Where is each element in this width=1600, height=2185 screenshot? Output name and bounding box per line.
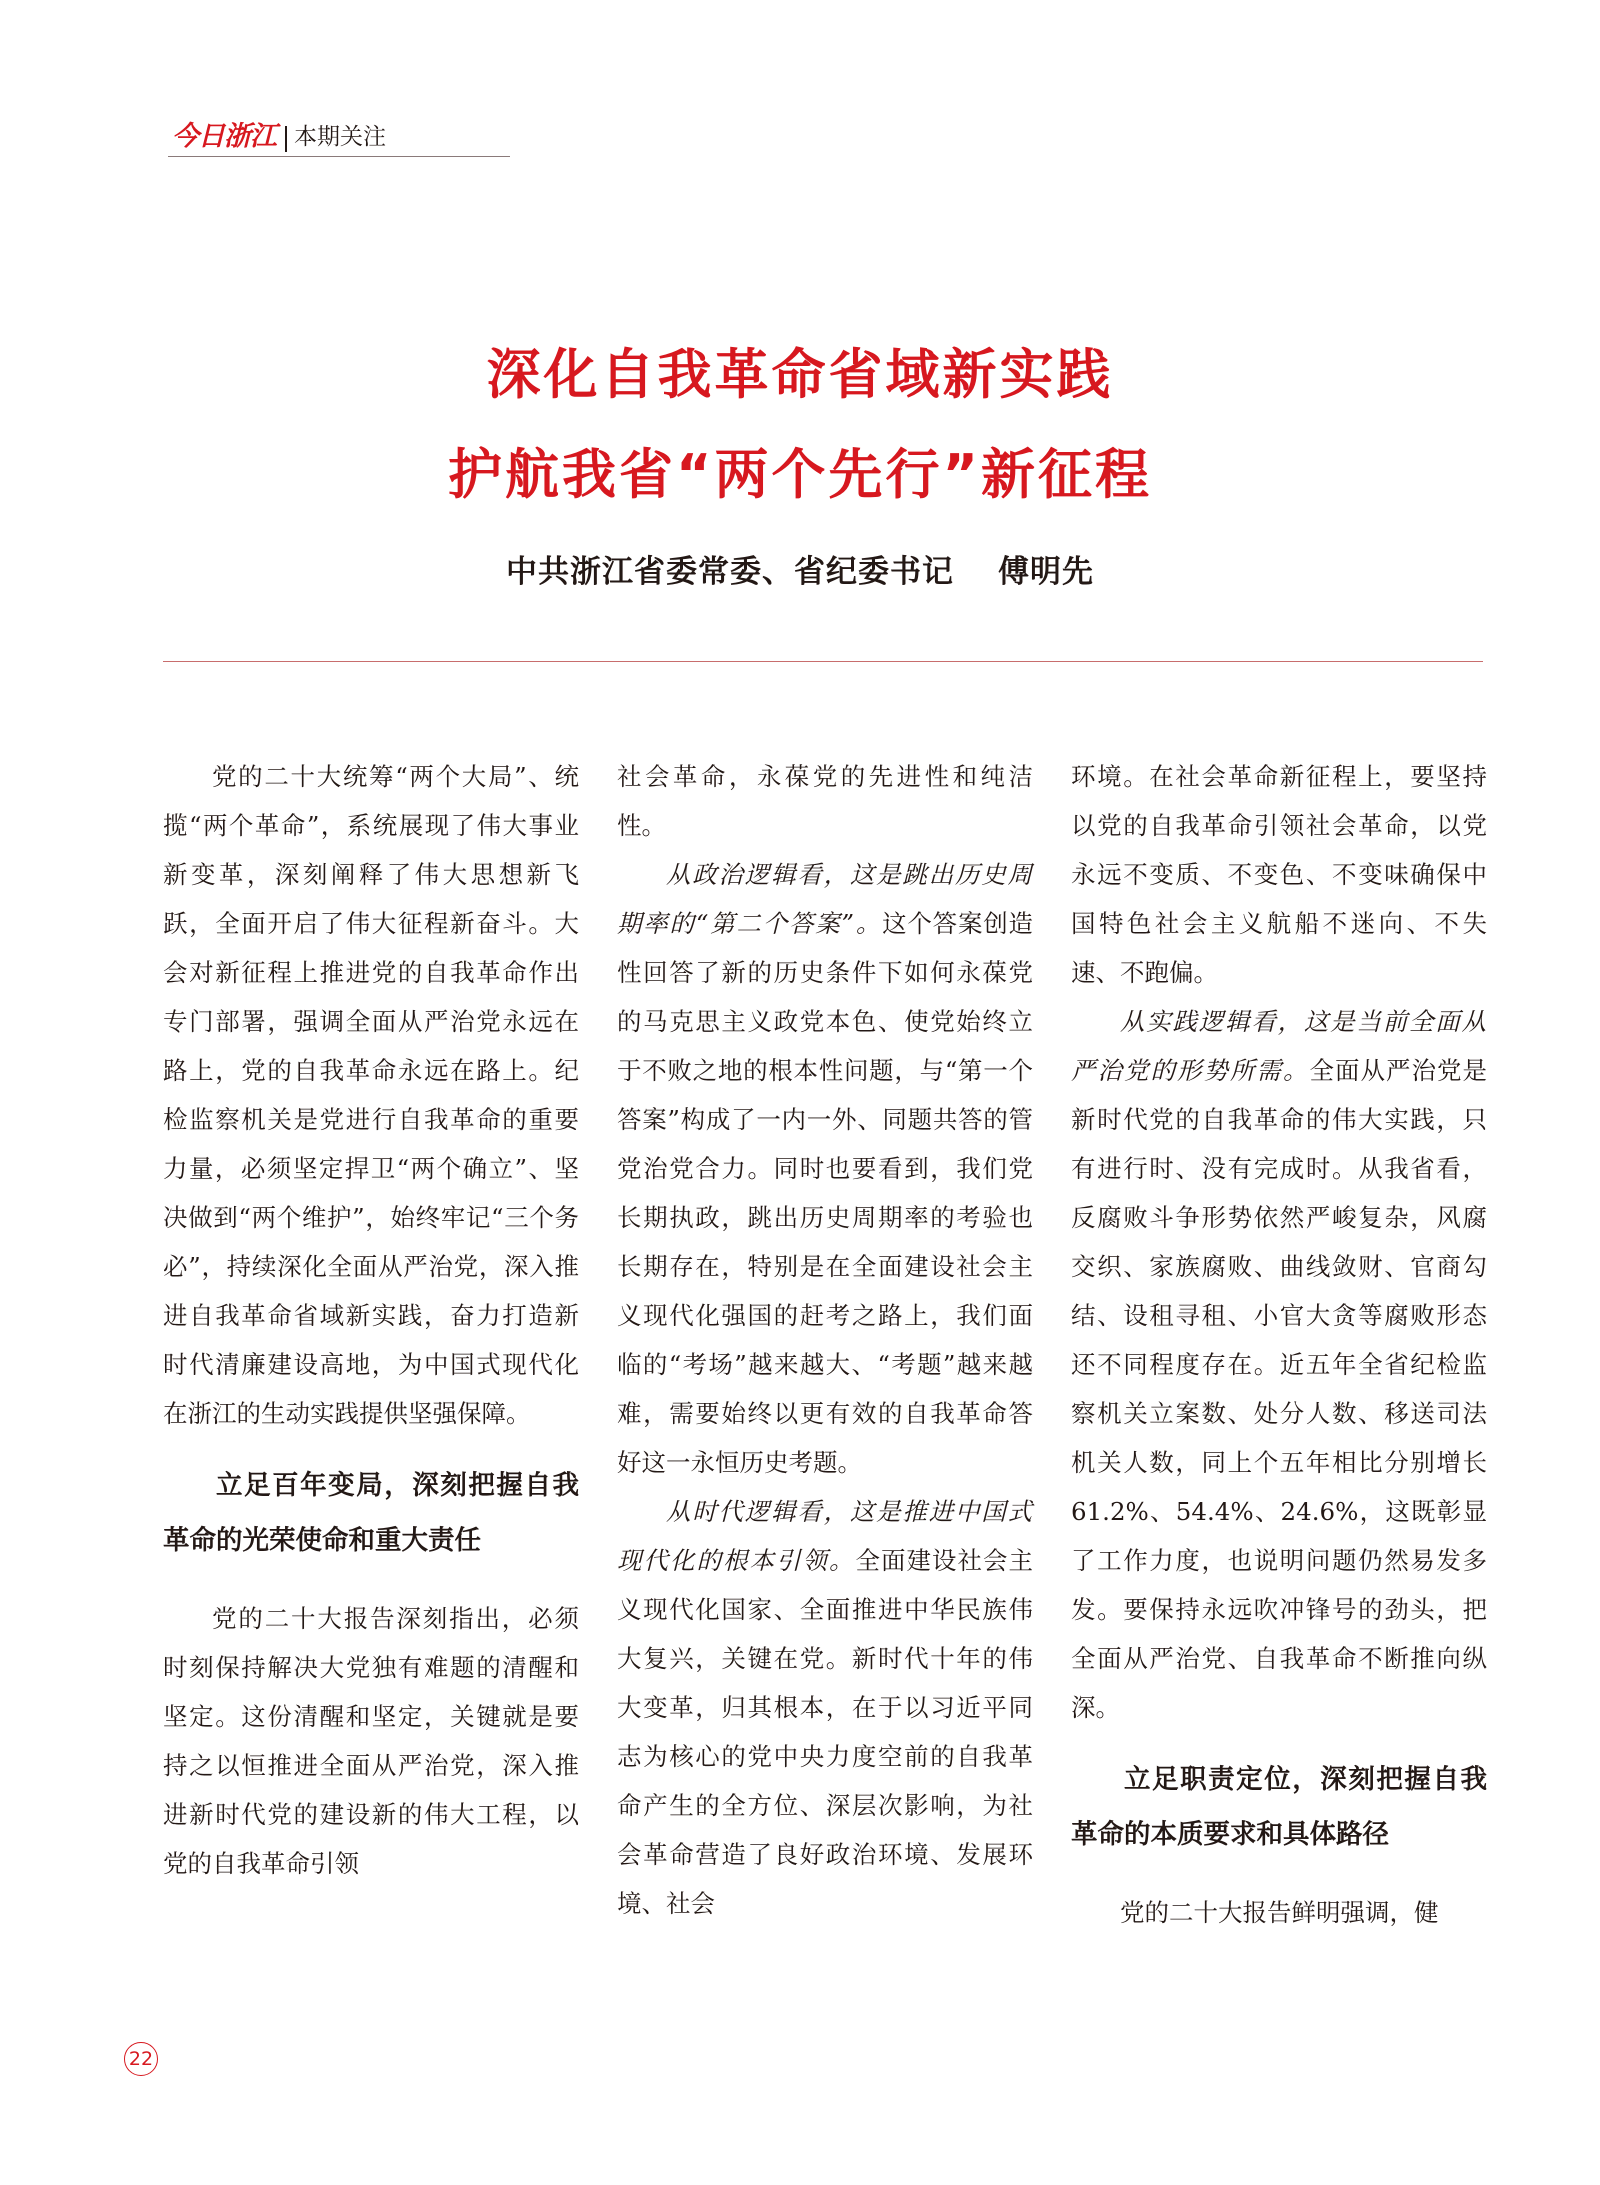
text-column-1	[163, 752, 579, 1888]
paragraph: 社会革命，永葆党的先进性和纯洁性。	[617, 762, 1033, 840]
article-title-line2: 护航我省“两个先行”新征程	[448, 443, 1152, 506]
paragraph: 党的二十大报告鲜明强调，健	[1120, 1898, 1439, 1927]
paragraph: 环境。在社会革命新征程上，要坚持以党的自我革命引领社会革命，以党永远不变质、不变色、不变味确保中国特色社会主义航船不迷向、不失速、不跑偏。	[1071, 762, 1487, 987]
article-title-line1: 深化自我革命省域新实践	[486, 343, 1114, 406]
author-title: 中共浙江省委常委、省纪委书记	[506, 554, 954, 590]
paragraph: 党的二十大报告深刻指出，必须时刻保持解决大党独有难题的清醒和坚定。这份清醒和坚定，关键就是要持之以恒推进全面从严治党，深入推进新时代党的建设新的伟大工程，以党的自我革命引领	[163, 1604, 579, 1878]
section-heading: 立足百年变局，深刻把握自我革命的光荣使命和重大责任	[163, 1470, 579, 1556]
paragraph-body: 全面建设社会主义现代化国家、全面推进中华民族伟大复兴，关键在党。新时代十年的伟大变革，归其根本，在于以习近平同志为核心的党中央力度空前的自我革命产生的全方位、深层次影响，为社会革命营造了良好政治环境、发展环境、社会	[617, 1546, 1033, 1918]
author-name: 傅明先	[998, 554, 1094, 590]
section-heading: 立足职责定位，深刻把握自我革命的本质要求和具体路径	[1071, 1764, 1487, 1850]
article-byline	[0, 552, 1600, 592]
paragraph	[1071, 997, 1487, 1732]
magazine-header	[168, 120, 510, 157]
paragraph-lead: 从政治逻辑看，这是跳出历史周期率的“第二个答案”。	[617, 860, 1033, 938]
magazine-brand-logo: 今日浙江	[172, 121, 276, 152]
paragraph-body: 这个答案创造性回答了新的历史条件下如何永葆党的马克思主义政党本色、使党始终立于不败之地的根本性问题，与“第一个答案”构成了一内一外、同题共答的管党治党合力。同时也要看到，我们党长期执政，跳出历史周期率的考验也长期存在，特别是在全面建设社会主义现代化强国的赶考之路上，我们面临的“考场”越来越大、“考题”越来越难，需要始终以更有效的自我革命答好这一永恒历史考题。	[617, 909, 1033, 1477]
paragraph	[617, 850, 1033, 1487]
paragraph-body: 全面从严治党是新时代党的自我革命的伟大实践，只有进行时、没有完成时。从我省看，反腐败斗争形势依然严峻复杂，风腐交织、家族腐败、曲线敛财、官商勾结、设租寻租、小官大贪等腐败形态还不同程度存在。近五年全省纪检监察机关立案数、处分人数、移送司法机关人数，同上个五年相比分别增长61.2%、54.4%、24.6%，这既彰显了工作力度，也说明问题仍然易发多发。要保持永远吹冲锋号的劲头，把全面从严治党、自我革命不断推向纵深。	[1071, 1056, 1487, 1722]
paragraph-lead: 从实践逻辑看，这是当前全面从严治党的形势所需。	[1071, 1007, 1487, 1085]
paragraph-lead: 从时代逻辑看，这是推进中国式现代化的根本引领。	[617, 1497, 1033, 1575]
text-column-3	[1071, 752, 1487, 1937]
section-label: 本期关注	[294, 124, 386, 150]
page-number: 22	[124, 2042, 158, 2076]
title-divider	[163, 661, 1483, 662]
paragraph	[617, 1487, 1033, 1928]
text-column-2	[617, 752, 1033, 1928]
paragraph: 党的二十大统筹“两个大局”、统揽“两个革命”，系统展现了伟大事业新变革，深刻阐释了伟大思想新飞跃，全面开启了伟大征程新奋斗。大会对新征程上推进党的自我革命作出专门部署，强调全面从严治党永远在路上，党的自我革命永远在路上。纪检监察机关是党进行自我革命的重要力量，必须坚定捍卫“两个确立”、坚决做到“两个维护”，始终牢记“三个务必”，持续深化全面从严治党，深入推进自我革命省域新实践，奋力打造新时代清廉建设高地，为中国式现代化在浙江的生动实践提供坚强保障。	[163, 762, 579, 1428]
header-divider	[285, 126, 287, 152]
